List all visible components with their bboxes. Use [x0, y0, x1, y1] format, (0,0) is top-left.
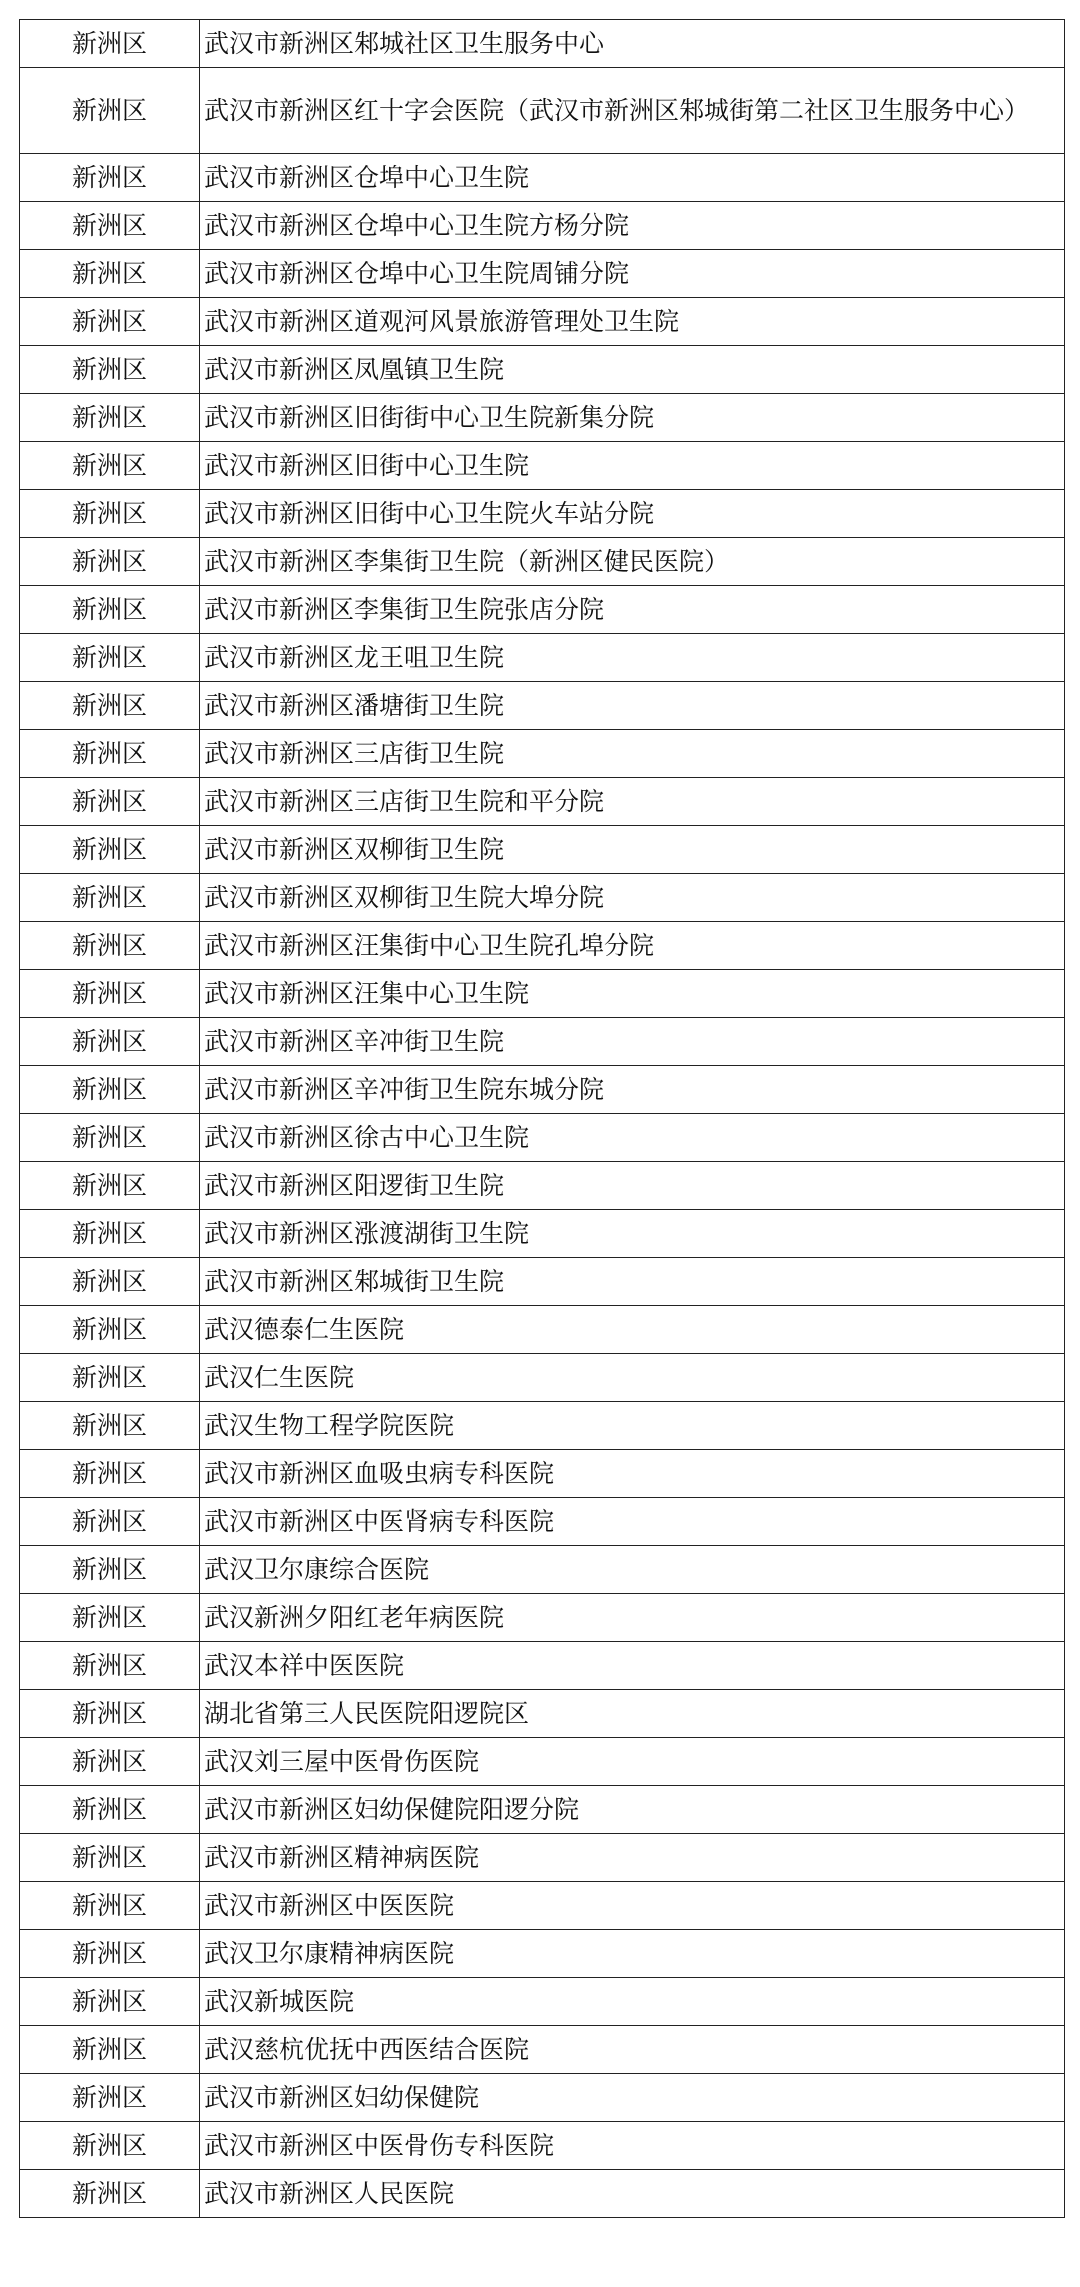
district-cell: 新洲区	[20, 922, 200, 970]
district-cell: 新洲区	[20, 634, 200, 682]
institution-cell: 武汉新城医院	[200, 1978, 1065, 2026]
hospital-list-sheet	[19, 19, 1065, 2218]
table-row	[20, 1018, 1065, 1066]
district-cell: 新洲区	[20, 1210, 200, 1258]
table-row	[20, 586, 1065, 634]
institution-cell: 武汉市新洲区凤凰镇卫生院	[200, 346, 1065, 394]
institution-cell: 武汉市新洲区汪集街中心卫生院孔埠分院	[200, 922, 1065, 970]
institution-cell: 武汉市新洲区妇幼保健院	[200, 2074, 1065, 2122]
institution-cell: 武汉仁生医院	[200, 1354, 1065, 1402]
table-row	[20, 1210, 1065, 1258]
institution-cell: 武汉市新洲区道观河风景旅游管理处卫生院	[200, 298, 1065, 346]
table-row	[20, 634, 1065, 682]
institution-cell: 武汉市新洲区妇幼保健院阳逻分院	[200, 1786, 1065, 1834]
institution-cell: 武汉市新洲区辛冲街卫生院	[200, 1018, 1065, 1066]
table-row	[20, 1354, 1065, 1402]
district-cell: 新洲区	[20, 682, 200, 730]
district-cell: 新洲区	[20, 298, 200, 346]
table-row	[20, 154, 1065, 202]
district-cell: 新洲区	[20, 730, 200, 778]
institution-cell: 武汉市新洲区三店街卫生院	[200, 730, 1065, 778]
table-row	[20, 1690, 1065, 1738]
institution-cell: 武汉市新洲区汪集中心卫生院	[200, 970, 1065, 1018]
district-cell: 新洲区	[20, 1450, 200, 1498]
institution-cell: 武汉市新洲区仓埠中心卫生院周铺分院	[200, 250, 1065, 298]
institution-cell: 武汉市新洲区邾城社区卫生服务中心	[200, 20, 1065, 68]
institution-cell: 武汉市新洲区中医骨伤专科医院	[200, 2122, 1065, 2170]
district-cell: 新洲区	[20, 1546, 200, 1594]
institution-cell: 武汉市新洲区邾城街卫生院	[200, 1258, 1065, 1306]
table-row	[20, 1978, 1065, 2026]
district-cell: 新洲区	[20, 442, 200, 490]
district-cell: 新洲区	[20, 1594, 200, 1642]
table-row	[20, 826, 1065, 874]
district-cell: 新洲区	[20, 1354, 200, 1402]
institution-cell: 武汉慈杭优抚中西医结合医院	[200, 2026, 1065, 2074]
institution-cell: 武汉市新洲区中医医院	[200, 1882, 1065, 1930]
table-body	[20, 20, 1065, 2218]
district-cell: 新洲区	[20, 1978, 200, 2026]
table-row	[20, 1162, 1065, 1210]
table-row	[20, 1306, 1065, 1354]
table-row	[20, 490, 1065, 538]
institution-cell: 武汉德泰仁生医院	[200, 1306, 1065, 1354]
institution-cell: 武汉市新洲区血吸虫病专科医院	[200, 1450, 1065, 1498]
district-cell: 新洲区	[20, 586, 200, 634]
institution-cell: 武汉市新洲区旧街中心卫生院	[200, 442, 1065, 490]
institution-cell: 武汉市新洲区红十字会医院（武汉市新洲区邾城街第二社区卫生服务中心）	[200, 68, 1065, 154]
district-cell: 新洲区	[20, 490, 200, 538]
institution-cell: 武汉市新洲区中医肾病专科医院	[200, 1498, 1065, 1546]
district-cell: 新洲区	[20, 1930, 200, 1978]
district-cell: 新洲区	[20, 1834, 200, 1882]
institution-cell: 武汉市新洲区徐古中心卫生院	[200, 1114, 1065, 1162]
institution-cell: 武汉市新洲区人民医院	[200, 2170, 1065, 2218]
table-row	[20, 1450, 1065, 1498]
district-cell: 新洲区	[20, 1642, 200, 1690]
table-row	[20, 682, 1065, 730]
institution-cell: 武汉本祥中医医院	[200, 1642, 1065, 1690]
district-cell: 新洲区	[20, 20, 200, 68]
table-row	[20, 778, 1065, 826]
table-row	[20, 1642, 1065, 1690]
institution-cell: 武汉市新洲区李集街卫生院（新洲区健民医院）	[200, 538, 1065, 586]
table-row	[20, 1114, 1065, 1162]
table-row	[20, 2026, 1065, 2074]
table-row	[20, 1786, 1065, 1834]
district-cell: 新洲区	[20, 68, 200, 154]
district-cell: 新洲区	[20, 2026, 200, 2074]
hospital-table	[19, 19, 1065, 2218]
district-cell: 新洲区	[20, 538, 200, 586]
table-row	[20, 1498, 1065, 1546]
table-row	[20, 874, 1065, 922]
district-cell: 新洲区	[20, 1786, 200, 1834]
institution-cell: 武汉卫尔康精神病医院	[200, 1930, 1065, 1978]
institution-cell: 武汉市新洲区李集街卫生院张店分院	[200, 586, 1065, 634]
district-cell: 新洲区	[20, 2170, 200, 2218]
district-cell: 新洲区	[20, 1162, 200, 1210]
district-cell: 新洲区	[20, 346, 200, 394]
district-cell: 新洲区	[20, 1306, 200, 1354]
district-cell: 新洲区	[20, 2122, 200, 2170]
table-row	[20, 1402, 1065, 1450]
table-row	[20, 1834, 1065, 1882]
table-row	[20, 1738, 1065, 1786]
table-row	[20, 346, 1065, 394]
institution-cell: 武汉市新洲区旧街中心卫生院火车站分院	[200, 490, 1065, 538]
table-row	[20, 1594, 1065, 1642]
table-row	[20, 2074, 1065, 2122]
table-row	[20, 1930, 1065, 1978]
institution-cell: 武汉市新洲区双柳街卫生院大埠分院	[200, 874, 1065, 922]
table-row	[20, 202, 1065, 250]
district-cell: 新洲区	[20, 202, 200, 250]
institution-cell: 武汉市新洲区涨渡湖街卫生院	[200, 1210, 1065, 1258]
table-row	[20, 1882, 1065, 1930]
table-row	[20, 250, 1065, 298]
institution-cell: 武汉市新洲区辛冲街卫生院东城分院	[200, 1066, 1065, 1114]
table-row	[20, 1546, 1065, 1594]
table-row	[20, 2170, 1065, 2218]
table-row	[20, 922, 1065, 970]
district-cell: 新洲区	[20, 2074, 200, 2122]
district-cell: 新洲区	[20, 154, 200, 202]
institution-cell: 武汉市新洲区精神病医院	[200, 1834, 1065, 1882]
table-row	[20, 442, 1065, 490]
institution-cell: 武汉市新洲区潘塘街卫生院	[200, 682, 1065, 730]
table-row	[20, 970, 1065, 1018]
institution-cell: 武汉市新洲区旧街街中心卫生院新集分院	[200, 394, 1065, 442]
institution-cell: 武汉市新洲区仓埠中心卫生院方杨分院	[200, 202, 1065, 250]
institution-cell: 湖北省第三人民医院阳逻院区	[200, 1690, 1065, 1738]
table-row	[20, 2122, 1065, 2170]
table-row	[20, 298, 1065, 346]
institution-cell: 武汉卫尔康综合医院	[200, 1546, 1065, 1594]
district-cell: 新洲区	[20, 1498, 200, 1546]
institution-cell: 武汉新洲夕阳红老年病医院	[200, 1594, 1065, 1642]
district-cell: 新洲区	[20, 1402, 200, 1450]
institution-cell: 武汉生物工程学院医院	[200, 1402, 1065, 1450]
district-cell: 新洲区	[20, 826, 200, 874]
district-cell: 新洲区	[20, 1066, 200, 1114]
district-cell: 新洲区	[20, 1114, 200, 1162]
table-row	[20, 20, 1065, 68]
table-row	[20, 68, 1065, 154]
district-cell: 新洲区	[20, 1018, 200, 1066]
district-cell: 新洲区	[20, 1258, 200, 1306]
institution-cell: 武汉市新洲区龙王咀卫生院	[200, 634, 1065, 682]
institution-cell: 武汉市新洲区三店街卫生院和平分院	[200, 778, 1065, 826]
district-cell: 新洲区	[20, 394, 200, 442]
district-cell: 新洲区	[20, 778, 200, 826]
table-row	[20, 730, 1065, 778]
table-row	[20, 1066, 1065, 1114]
district-cell: 新洲区	[20, 1690, 200, 1738]
district-cell: 新洲区	[20, 874, 200, 922]
table-row	[20, 394, 1065, 442]
table-row	[20, 538, 1065, 586]
district-cell: 新洲区	[20, 1738, 200, 1786]
table-row	[20, 1258, 1065, 1306]
institution-cell: 武汉市新洲区阳逻街卫生院	[200, 1162, 1065, 1210]
district-cell: 新洲区	[20, 1882, 200, 1930]
institution-cell: 武汉市新洲区仓埠中心卫生院	[200, 154, 1065, 202]
institution-cell: 武汉市新洲区双柳街卫生院	[200, 826, 1065, 874]
district-cell: 新洲区	[20, 250, 200, 298]
district-cell: 新洲区	[20, 970, 200, 1018]
institution-cell: 武汉刘三屋中医骨伤医院	[200, 1738, 1065, 1786]
